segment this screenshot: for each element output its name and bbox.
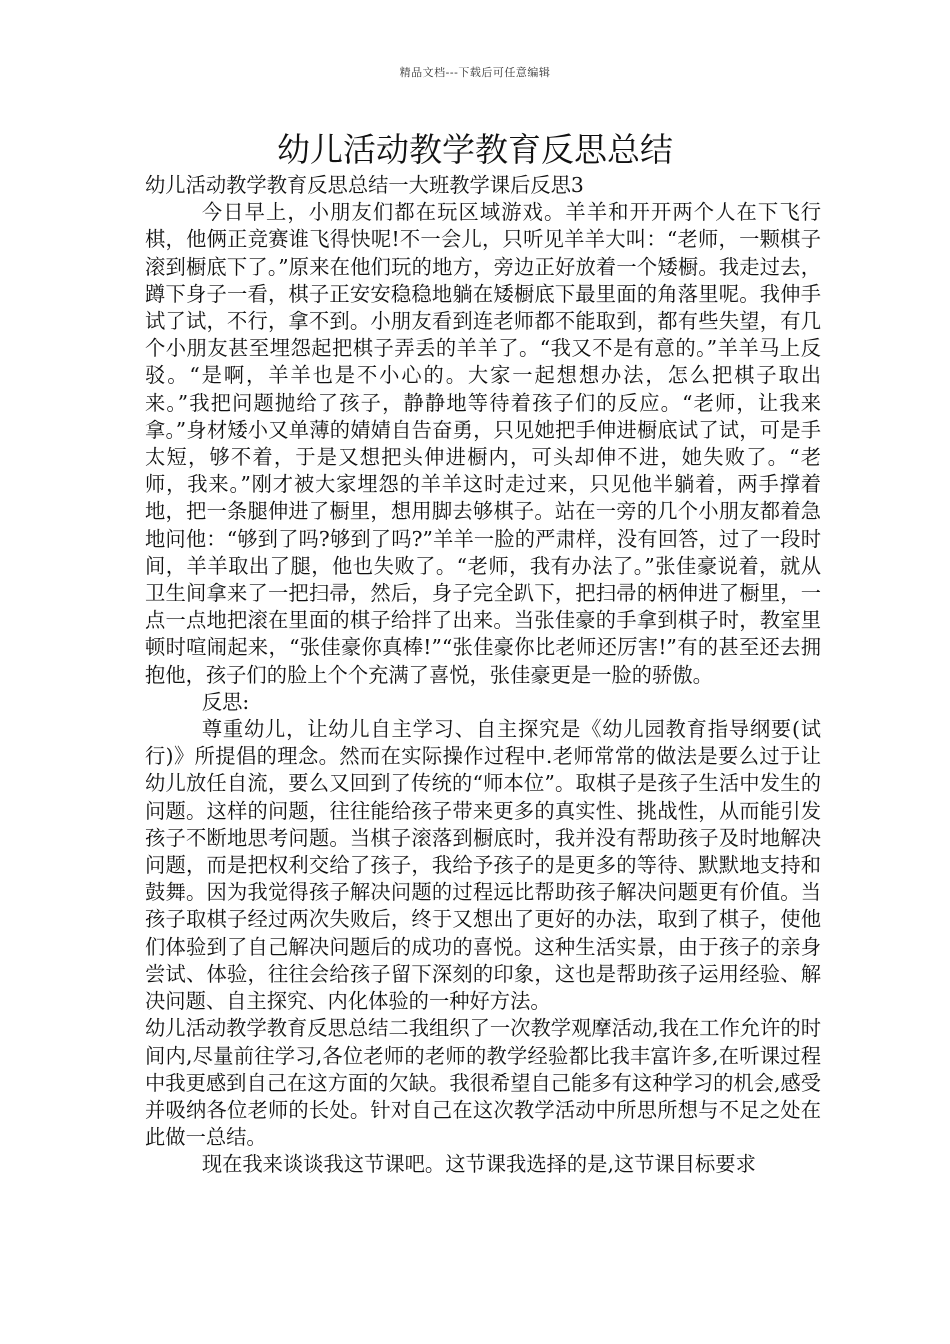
reflection-paragraph: 尊重幼儿，让幼儿自主学习、自主探究是《幼儿园教育指导纲要(试行)》所提倡的理念。然而在实际操作过程中.老师常常的做法是要么过于让幼儿放任自流，要么又回到了传统的“师本位”。取棋子是孩子生活中发生的问题。这样的问题，往往能给孩子带来更多的真实性、挑战性，从而能引发孩子不断地思考问题。当棋子滚落到橱底时，我并没有帮助孩子及时地解决问题，而是把权利交给了孩子，我给予孩子的是更多的等待、默默地支持和鼓舞。因为我觉得孩子解决问题的过程远比帮助孩子解决问题更有价值。当孩子取棋子经过两次失败后，终于又想出了更好的办法，取到了棋子，使他们体验到了自己解决问题后的成功的喜悦。这种生活实景，由于孩子的亲身尝试、体验，往往会给孩子留下深刻的印象，这也是帮助孩子运用经验、解决问题、自主探究、内化体验的一种好方法。 bbox=[145, 717, 821, 1014]
header-note: 精品文档---下载后可任意编辑 bbox=[399, 66, 551, 79]
section-heading-1: 幼儿活动教学教育反思总结一大班教学课后反思3 bbox=[145, 173, 584, 197]
section-paragraph-2: 幼儿活动教学教育反思总结二我组织了一次教学观摩活动,我在工作允许的时间内,尽量前往学习,各位老师的老师的教学经验都比我丰富许多,在听课过程中我更感到自己在这方面的欠缺。我很希望自己能多有这种学习的机会,感受并吸纳各位老师的长处。针对自己在这次教学活动中所思所想与不足之处在此做一总结。 bbox=[145, 1016, 821, 1150]
reflection-label: 反思: bbox=[201, 689, 250, 714]
document-body bbox=[145, 172, 821, 1179]
closing-paragraph: 现在我来谈谈我这节课吧。这节课我选择的是,这节课目标要求 bbox=[201, 1152, 756, 1177]
story-paragraph: 今日早上，小朋友们都在玩区域游戏。羊羊和开开两个人在下飞行棋，他俩正竞赛谁飞得快呢!不一会儿，只听见羊羊大叫：“老师，一颗棋子滚到橱底下了。”原来在他们玩的地方，旁边正好放着一个矮橱。我走过去，蹲下身子一看，棋子正安安稳稳地躺在矮橱底下最里面的角落里呢。我伸手试了试，不行，拿不到。小朋友看到连老师都不能取到，都有些失望，有几个小朋友甚至埋怨起把棋子弄丢的羊羊了。“我又不是有意的。”羊羊马上反驳。“是啊，羊羊也是不小心的。大家一起想想办法，怎么把棋子取出来。”我把问题抛给了孩子，静静地等待着孩子们的反应。“老师，让我来拿。”身材矮小又单薄的婧婧自告奋勇，只见她把手伸进橱底试了试，可是手太短，够不着，于是又想把头伸进橱内，可头却伸不进，她失败了。“老师，我来。”刚才被大家埋怨的羊羊这时走过来，只见他半躺着，两手撑着地，把一条腿伸进了橱里，想用脚去够棋子。站在一旁的几个小朋友都着急地问他：“够到了吗?够到了吗?”羊羊一脸的严肃样，没有回答，过了一段时间，羊羊取出了腿，他也失败了。“老师，我有办法了。”张佳豪说着，就从卫生间拿来了一把扫帚，然后，身子完全趴下，把扫帚的柄伸进了橱里，一点一点地把滚在里面的棋子给拌了出来。当张佳豪的手拿到棋子时，教室里顿时喧闹起来，“张佳豪你真棒!”“张佳豪你比老师还厉害!”有的甚至还去拥抱他，孩子们的脸上个个充满了喜悦，张佳豪更是一脸的骄傲。 bbox=[145, 200, 822, 687]
document-title: 幼儿活动教学教育反思总结 bbox=[277, 130, 673, 169]
